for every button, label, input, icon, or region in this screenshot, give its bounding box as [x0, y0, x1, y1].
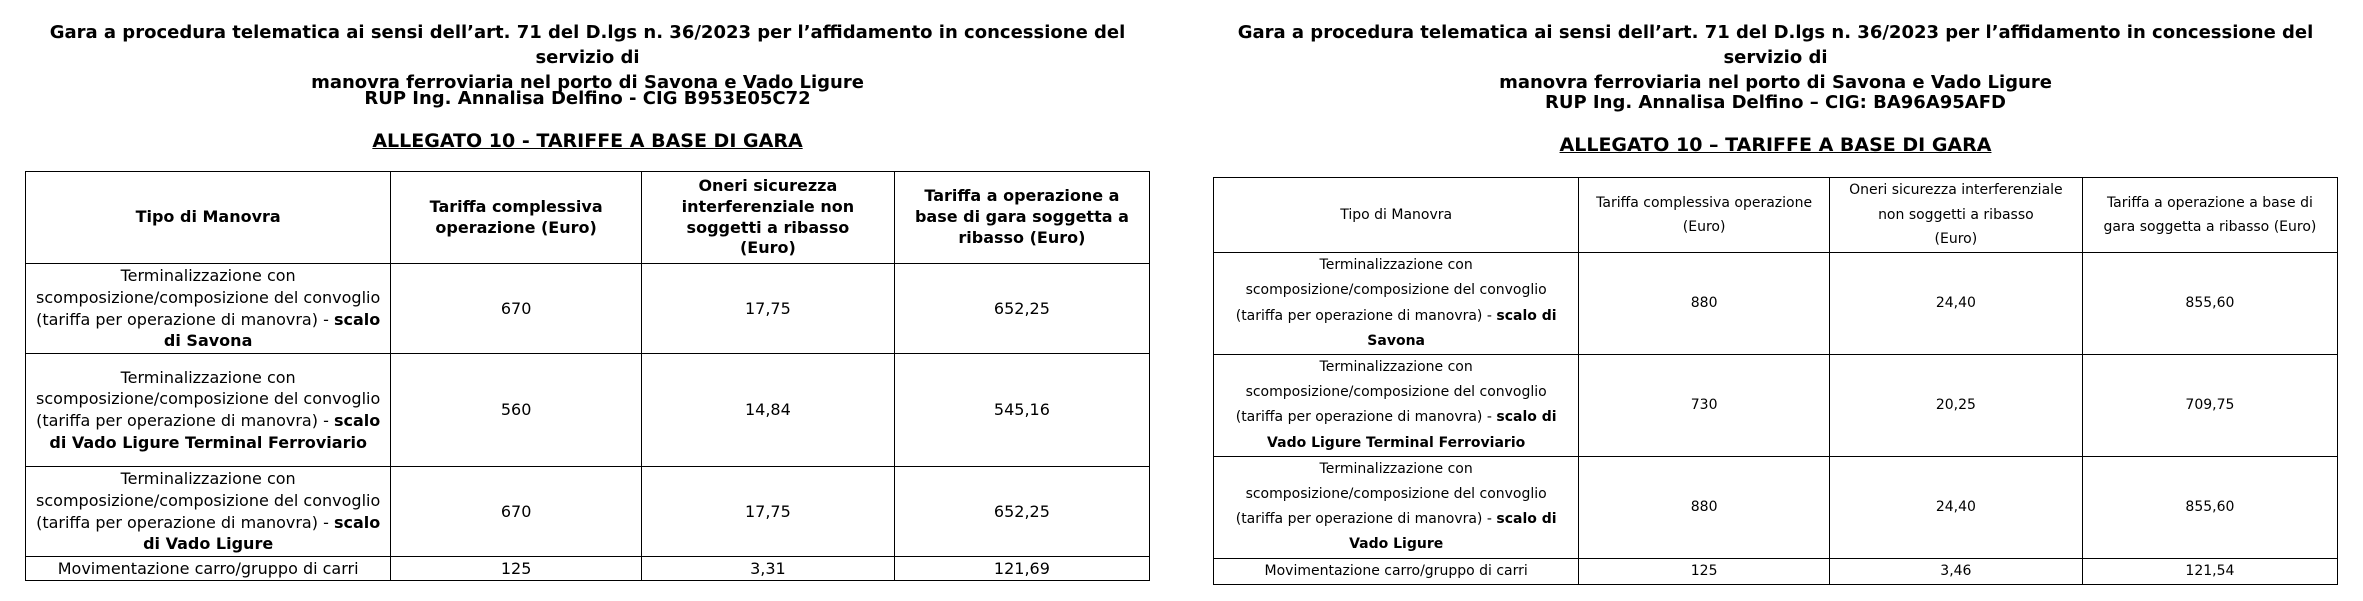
row-scalo: scalo di Vado Ligure Terminal Ferroviario	[49, 411, 381, 452]
cell-base: 545,16	[894, 354, 1149, 467]
cell-tipo	[26, 467, 391, 557]
cell-oneri: 17,75	[641, 467, 894, 557]
cell-tariffa: 125	[1579, 558, 1830, 584]
cell-tipo: Movimentazione carro/gruppo di carri	[1214, 558, 1579, 584]
tariffe-table	[25, 171, 1150, 581]
row-desc: Terminalizzazione con scomposizione/composizione del convoglio (tariffa per operazione di manovra)	[1235, 359, 1547, 426]
title-line-2: manovra ferroviaria nel porto di Savona e Vado Ligure	[1499, 72, 2052, 94]
row-desc: Terminalizzazione con scomposizione/composizione del convoglio (tariffa per operazione di manovra)	[36, 469, 381, 532]
cell-tariffa: 125	[391, 557, 642, 581]
cell-tipo	[26, 354, 391, 467]
document-title	[1213, 20, 2338, 96]
cell-oneri: 20,25	[1829, 355, 2082, 457]
header-tariffa-complessiva: Tariffa complessiva operazione (Euro)	[391, 172, 642, 264]
cell-oneri: 24,40	[1829, 456, 2082, 558]
cell-tariffa: 880	[1579, 456, 1830, 558]
cell-oneri: 3,31	[641, 557, 894, 581]
allegato-heading: ALLEGATO 10 – TARIFFE A BASE DI GARA	[1559, 134, 1992, 156]
allegato-heading: ALLEGATO 10 - TARIFFE A BASE DI GARA	[372, 130, 803, 152]
table-row	[26, 557, 1150, 581]
table-header-row	[26, 172, 1150, 264]
header-oneri-sicurezza	[1829, 178, 2082, 253]
row-scalo: scalo di Savona	[1367, 307, 1557, 349]
document-title	[25, 20, 1150, 96]
table-header-row	[1214, 178, 2338, 253]
row-sep: -	[1482, 307, 1497, 324]
cell-tipo	[1214, 355, 1579, 457]
cell-base: 121,69	[894, 557, 1149, 581]
row-scalo: scalo di Vado Ligure	[143, 512, 381, 554]
title-line-1: Gara a procedura telematica ai sensi dell’art. 71 del D.lgs n. 36/2023 per l’affidamento in concessione del servizio di	[49, 22, 1126, 69]
header-tariffa-base-gara: Tariffa a operazione a base di gara soggetta a ribasso (Euro)	[894, 172, 1149, 264]
rup-cig-line: RUP Ing. Annalisa Delfino – CIG: BA96A95AFD	[1545, 92, 2006, 113]
header-oneri-text: Oneri sicurezza interferenziale non soggetti a ribasso	[681, 175, 855, 237]
header-tariffa-complessiva: Tariffa complessiva operazione (Euro)	[1579, 178, 1830, 253]
cell-base: 652,25	[894, 467, 1149, 557]
row-sep: -	[1482, 409, 1497, 426]
header-tariffa-base-gara: Tariffa a operazione a base di gara soggetta a ribasso (Euro)	[2082, 178, 2337, 253]
cell-tariffa: 880	[1579, 253, 1830, 355]
cell-oneri: 14,84	[641, 354, 894, 467]
header-tipo-manovra: Tipo di Manovra	[26, 172, 391, 264]
header-tipo-manovra: Tipo di Manovra	[1214, 178, 1579, 253]
cell-tipo	[1214, 253, 1579, 355]
row-sep: -	[317, 411, 334, 430]
cell-oneri: 3,46	[1829, 558, 2082, 584]
row-desc: Terminalizzazione con scomposizione/composizione del convoglio (tariffa per operazione di manovra)	[1235, 460, 1547, 528]
table-row	[1214, 355, 2338, 457]
cell-tariffa: 560	[391, 354, 642, 467]
title-line-1: Gara a procedura telematica ai sensi dell’art. 71 del D.lgs n. 36/2023 per l’affidamento in concessione del servizio di	[1237, 22, 2314, 69]
row-scalo: scalo di Vado Ligure Terminal Ferroviario	[1267, 409, 1557, 451]
table-row	[1214, 456, 2338, 558]
cell-base: 855,60	[2082, 456, 2337, 558]
cell-tipo	[26, 264, 391, 354]
cell-oneri: 24,40	[1829, 253, 2082, 355]
rup-cig-line: RUP Ing. Annalisa Delfino - CIG B953E05C72	[364, 88, 811, 109]
row-scalo: scalo di Vado Ligure	[1349, 511, 1557, 553]
cell-base: 709,75	[2082, 355, 2337, 457]
table-row	[1214, 558, 2338, 584]
cell-tariffa: 730	[1579, 355, 1830, 457]
cell-tipo: Movimentazione carro/gruppo di carri	[26, 557, 391, 581]
header-oneri-sicurezza	[641, 172, 894, 264]
row-scalo: scalo di Savona	[163, 309, 381, 351]
table-row	[26, 354, 1150, 467]
title-line-2: manovra ferroviaria nel porto di Savona e Vado Ligure	[311, 72, 864, 94]
row-desc: Terminalizzazione con scomposizione/composizione del convoglio (tariffa per operazione di manovra)	[1235, 257, 1547, 324]
tariffe-table	[1213, 177, 2338, 585]
row-sep: -	[317, 309, 334, 329]
cell-base: 855,60	[2082, 253, 2337, 355]
header-oneri-text: Oneri sicurezza interferenziale non soggetti a ribasso	[1849, 182, 2063, 223]
cell-base: 652,25	[894, 264, 1149, 354]
row-sep: -	[317, 512, 334, 532]
table-row	[26, 264, 1150, 354]
cell-tariffa: 670	[391, 467, 642, 557]
row-desc: Terminalizzazione con scomposizione/composizione del convoglio (tariffa per operazione di manovra)	[36, 367, 381, 430]
cell-tariffa: 670	[391, 264, 642, 354]
table-row	[26, 467, 1150, 557]
row-sep: -	[1482, 511, 1497, 528]
cell-tipo	[1214, 456, 1579, 558]
header-oneri-unit: (Euro)	[1934, 231, 1978, 248]
cell-base: 121,54	[2082, 558, 2337, 584]
cell-oneri: 17,75	[641, 264, 894, 354]
row-desc: Terminalizzazione con scomposizione/composizione del convoglio (tariffa per operazione di manovra)	[36, 266, 381, 329]
header-oneri-unit: (Euro)	[739, 238, 796, 258]
table-row	[1214, 253, 2338, 355]
